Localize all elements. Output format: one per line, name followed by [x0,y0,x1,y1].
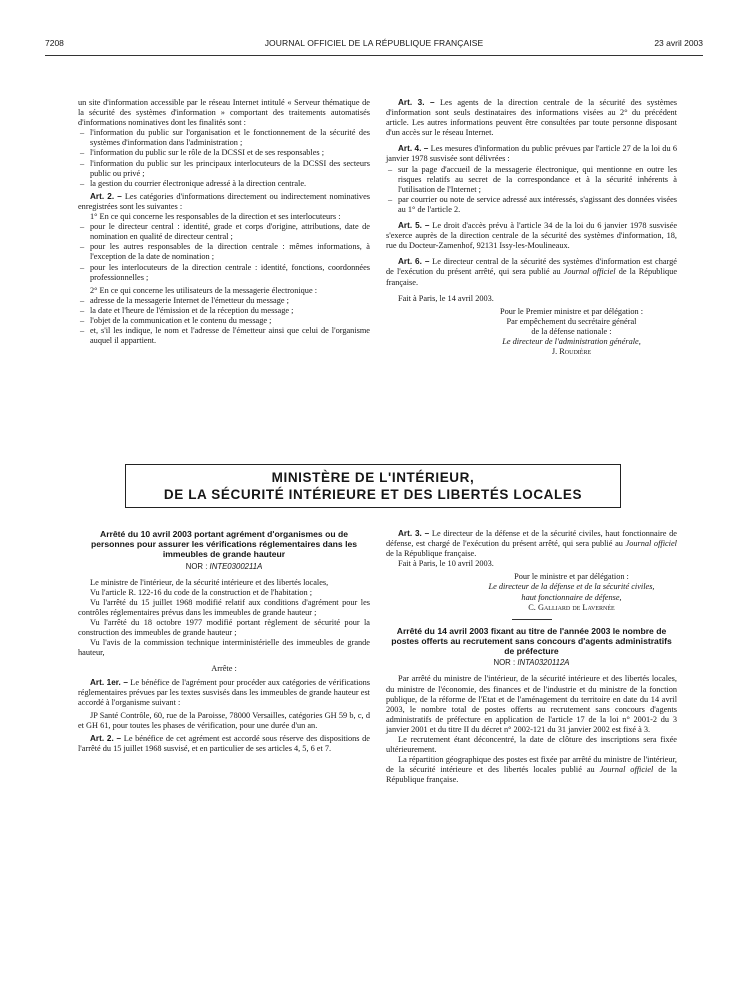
signatory-name-text: C. Galliard de Lavernée [528,602,615,612]
finalites-list [78,128,370,189]
body-text: La répartition géographique des postes est fixée par arrêté du ministre de l'intérieur, de la sécurité intérieure et des libertés locales publié au [386,755,677,775]
signatory-name [466,603,677,613]
list-item: – pour le directeur central : identité, grade et corps d'origine, attributions, date de nomination en qualité de directeur central ; [78,222,370,242]
signature-line [466,337,677,347]
fait-a-paris: Fait à Paris, le 10 avril 2003. [398,559,494,569]
article-label: Art. 6. – [398,257,430,267]
header-rule [45,55,703,56]
intro-paragraph: un site d'information accessible par le réseau Internet intitulé « Serveur thématique de la sécurité des systèmes d'information » comportant des traitements automatisés d'informations nominatives dont les finalités sont : [78,98,370,128]
article-label: Art. 2. – [90,734,122,744]
article-text: Le bénéfice de cet agrément est accordé sous réserve des dispositions de l'arrêté du 15 juillet 1968 susvisé, et en particulier de ses articles 4, 5, 6 et 7. [78,734,370,754]
journal-officiel-ref: Journal officiel [563,267,616,277]
body-paragraph: Par arrêté du ministre de l'intérieur, de la sécurité intérieure et des libertés locales, du ministre de l'économie, des finances et de l'industrie et du ministre de la fonction publique, de la réforme de l'Etat et de l'aménagement du territoire en date du 14 avril 2003, le nombre total de postes offerts au recrutement sans concours d'agents administratifs de préfecture en application de l'article 17 de la loi n° 2001-2 du 3 janvier 2001 et du titre II du décret n° 2002-121 du 31 janvier 2002 est fixé à 3. [386,674,677,734]
signatory-title: haut fonctionnaire de défense, [521,592,622,602]
utilisateurs-list [78,296,370,346]
nor-code: INTE0300211A [209,561,263,571]
article-text: Le directeur de la défense et de la sécurité civiles, haut fonctionnaire de défense, est chargé de l'exécution du présent arrêté, qui sera publié au [386,529,677,549]
nor-label: NOR : [493,658,516,668]
nor-reference [386,658,677,668]
signature-block [466,307,677,357]
top-left-column [78,98,370,346]
article-4-paragraph [386,144,677,164]
organisme-paragraph: JP Santé Contrôle, 60, rue de la Paroisse, 78000 Versailles, catégories GH 59 b, c, d et GH 61, pour toutes les phases de vérification, pour une durée d'un an. [78,710,370,730]
ministry-line-2: DE LA SÉCURITÉ INTÉRIEURE ET DES LIBERTÉS LOCALES [163,487,583,502]
ministry-banner [125,464,621,508]
article-label: Art. 3. – [398,98,435,107]
arrete-heading: Arrête : [211,664,237,674]
article-text: Le droit d'accès prévu à l'article 34 de la loi du 6 janvier 1978 susvisée s'exerce auprès de la direction centrale de la sécurité des systèmes d'information, 18, rue du Docteur-Zamenhof, 92131 Issy-les-Moulineaux. [386,221,678,251]
body-paragraph: Le recrutement étant déconcentré, la date de clôture des inscriptions sera fixée ultérieurement. [386,735,677,755]
list-item: – par courrier ou note de service adressé aux intéressés, s'agissant des données visées au 1° de l'article 2. [386,195,677,215]
responsables-list [78,222,370,283]
nor-code: INTA0320112A [517,658,570,668]
section-1-intro: 1° En ce qui concerne les responsables de la direction et ses interlocuteurs : [90,212,341,222]
list-item: – pour les interlocuteurs de la direction centrale : identité, fonctions, coordonnées professionnelles ; [78,263,370,283]
fait-a-paris: Fait à Paris, le 14 avril 2003. [398,293,494,303]
article-text: Le directeur central de la sécurité des systèmes d'information est chargé de l'exécution du présent arrêté, qui sera publié au [386,257,677,277]
article-text: de la République française. [386,267,678,287]
top-right-column [386,98,677,357]
list-item: – la gestion du courrier électronique adressé à la direction centrale. [78,179,370,189]
journal-officiel-ref: Journal officiel [625,539,677,549]
article-6-paragraph [386,257,677,287]
page-number: 7208 [45,38,64,48]
article-label: Art. 1er. – [90,677,128,687]
bottom-left-column [78,529,370,754]
visa-paragraph: Le ministre de l'intérieur, de la sécurité intérieure et des libertés locales, [90,577,329,587]
nor-label: NOR : [185,561,208,571]
list-item: – adresse de la messagerie Internet de l'émetteur du message ; [78,296,370,306]
article-label: Art. 3. – [398,529,430,538]
article-text: Les agents de la direction centrale de la sécurité des systèmes d'information sont seuls destinataires des informations visées au 2° du précédent article. Les autres informations peuvent être consultées par toute personne disposant d'un accès sur le réseau Internet. [386,98,677,138]
issue-date: 23 avril 2003 [654,38,703,48]
section-2-intro: 2° En ce qui concerne les utilisateurs de la messagerie électronique : [90,285,318,295]
list-item: – sur la page d'accueil de la messagerie électronique, qui mentionne en outre les risques relatifs au secret de la correspondance et à la sécurité inhérents à l'utilisation de l'Internet ; [386,165,677,195]
visa-paragraph: Vu l'arrêté du 15 juillet 1968 modifié relatif aux conditions d'agrément pour les contrôles réglementaires prévus dans les immeubles de grande hauteur ; [78,597,370,617]
journal-title: JOURNAL OFFICIEL DE LA RÉPUBLIQUE FRANÇAISE [264,38,484,48]
article-2-paragraph [78,734,370,754]
list-item: – et, s'il les indique, le nom et l'adresse de l'émetteur ainsi que celui de l'organisme auquel il appartient. [78,326,370,346]
article-text: Les catégories d'informations directement ou indirectement nominatives enregistrées sont les suivantes : [78,191,370,211]
signatory-name [466,347,677,357]
section-separator [512,619,552,620]
list-item: – l'objet de la communication et le contenu du message ; [78,316,370,326]
article-1-paragraph [78,678,370,708]
signatory-name-text: J. Roudière [551,347,592,357]
signatory-title: Le directeur de l'administration générale, [502,336,641,346]
signatory-title: Le directeur de la défense et de la sécurité civiles, [488,582,655,592]
article-label: Art. 2. – [90,191,122,201]
ministry-line-1: MINISTÈRE DE L'INTÉRIEUR, [271,470,475,485]
bottom-right-column [386,529,677,785]
article-label: Art. 5. – [398,221,430,231]
art4-list [386,165,677,215]
signature-line [466,593,677,603]
article-text: de la République française. [386,549,477,559]
article-5-paragraph [386,221,677,251]
article-label: Art. 4. – [398,144,429,154]
signature-line [466,582,677,592]
visa-paragraph: Vu l'article R. 122-16 du code de la construction et de l'habitation ; [90,587,313,597]
list-item: – l'information du public sur l'organisation et le fonctionnement de la sécurité des systèmes d'information dans l'administration ; [78,128,370,148]
list-item: – l'information du public sur le rôle de la DCSSI et de ses responsables ; [78,148,370,158]
decree-title: Arrêté du 10 avril 2003 portant agrément d'organismes ou de personnes pour assurer les vérifications réglementaires dans les immeubles de grande hauteur [90,529,358,560]
list-item: – la date et l'heure de l'émission et de la réception du message ; [78,306,370,316]
body-text: de la République française. [386,765,677,785]
article-2-paragraph [78,192,370,212]
article-text: Les mesures d'information du public prévues par l'article 27 de la loi du 6 janvier 1978 susvisée sont délivrées : [386,144,677,164]
list-item: – pour les autres responsables de la direction centrale : mêmes informations, à l'exception de la date de nomination ; [78,242,370,262]
article-3-paragraph [386,529,677,559]
nor-reference [78,562,370,572]
visa-paragraph: Vu l'avis de la commission technique interministérielle des immeubles de grande hauteur, [78,638,370,658]
body-paragraph [386,755,677,785]
running-header [45,38,703,52]
article-text: Le bénéfice de l'agrément pour procéder aux catégories de vérifications réglementaires prévues par les textes susvisés dans les immeubles de grande hauteur est accordé à l'organisme suivant : [78,677,371,707]
signature-line: de la défense nationale : [531,326,612,336]
list-item: – l'information du public sur les principaux interlocuteurs de la DCSSI des secteurs public ou privé ; [78,159,370,179]
visa-paragraph: Vu l'arrêté du 18 octobre 1977 modifié portant règlement de sécurité pour la construction des immeubles de grande hauteur ; [78,618,370,638]
article-3-paragraph [386,98,677,138]
signature-line: Par empêchement du secrétaire général [506,316,637,326]
signature-line: Pour le Premier ministre et par délégation : [499,306,644,316]
journal-officiel-ref: Journal officiel [599,765,654,775]
decree-title: Arrêté du 14 avril 2003 fixant au titre de l'année 2003 le nombre de postes offerts au recrutement sans concours d'agents administratifs de préfecture [391,625,672,657]
signature-line: Pour le ministre et par délégation : [514,572,629,582]
signature-block [466,572,677,612]
